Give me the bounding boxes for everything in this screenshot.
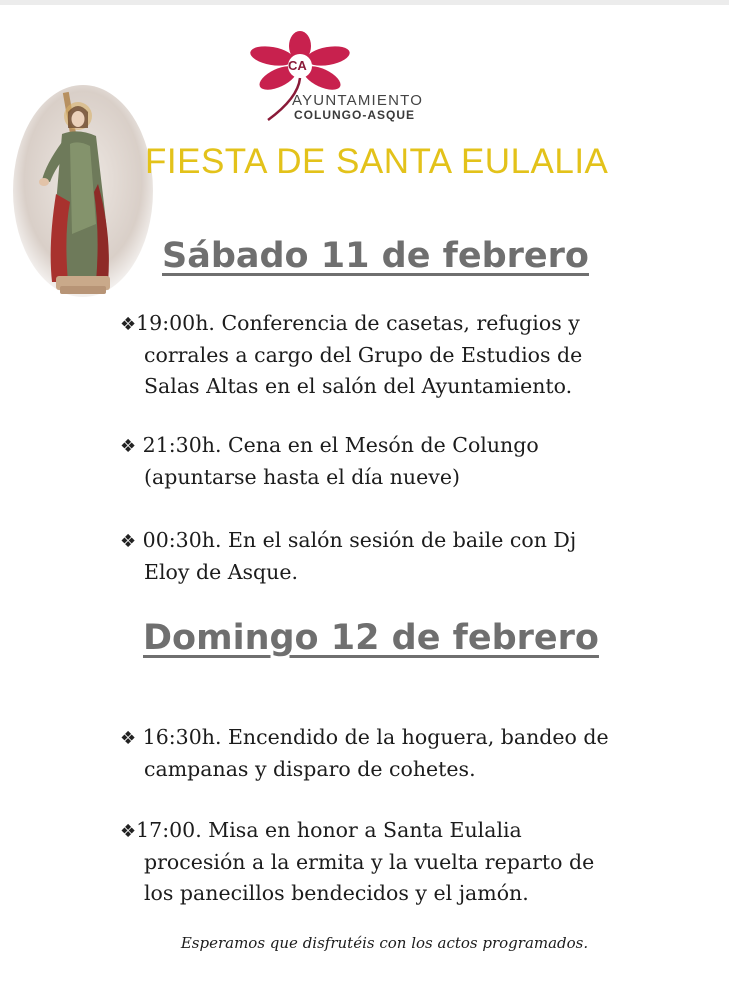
logo-monogram: CA xyxy=(288,58,307,73)
event-line: 17:00. Misa en honor a Santa Eulalia xyxy=(136,818,522,842)
event-line: (apuntarse hasta el día nueve) xyxy=(144,465,460,489)
day-heading-sunday: Domingo 12 de febrero xyxy=(143,618,599,658)
bullet-icon: ❖ xyxy=(120,531,137,552)
bullet-icon: ❖ xyxy=(120,436,137,457)
event-line: 19:00h. Conferencia de casetas, refugios y xyxy=(136,311,580,335)
day-heading-saturday: Sábado 11 de febrero xyxy=(162,236,589,276)
event-line: los panecillos bendecidos y el jamón. xyxy=(144,881,529,905)
ayuntamiento-logo xyxy=(240,28,470,128)
event-line: Eloy de Asque. xyxy=(144,560,299,584)
event-line: Salas Altas en el salón del Ayuntamiento. xyxy=(144,374,573,398)
event-item xyxy=(120,430,640,493)
bullet-icon: ❖ xyxy=(120,821,137,842)
event-item xyxy=(120,815,640,909)
logo-line-colungo-asque: COLUNGO-ASQUE xyxy=(294,108,415,122)
bullet-icon: ❖ xyxy=(120,314,137,335)
event-title: FIESTA DE SANTA EULALIA xyxy=(145,142,609,181)
event-line: 16:30h. Encendido de la hoguera, bandeo de xyxy=(136,725,609,749)
event-item xyxy=(120,722,640,785)
event-item xyxy=(120,308,640,402)
closing-note: Esperamos que disfrutéis con los actos programados. xyxy=(180,934,589,952)
event-line: campanas y disparo de cohetes. xyxy=(144,757,476,781)
logo-line-ayuntamiento: AYUNTAMIENTO xyxy=(292,92,424,109)
event-line: 00:30h. En el salón sesión de baile con Dj xyxy=(136,528,577,552)
top-edge xyxy=(0,0,729,5)
event-line: corrales a cargo del Grupo de Estudios de xyxy=(144,343,583,367)
santa-eulalia-statue-image xyxy=(12,84,154,298)
event-item xyxy=(120,525,640,588)
event-line: procesión a la ermita y la vuelta reparto de xyxy=(144,850,595,874)
event-line: 21:30h. Cena en el Mesón de Colungo xyxy=(136,433,539,457)
bullet-icon: ❖ xyxy=(120,728,137,749)
